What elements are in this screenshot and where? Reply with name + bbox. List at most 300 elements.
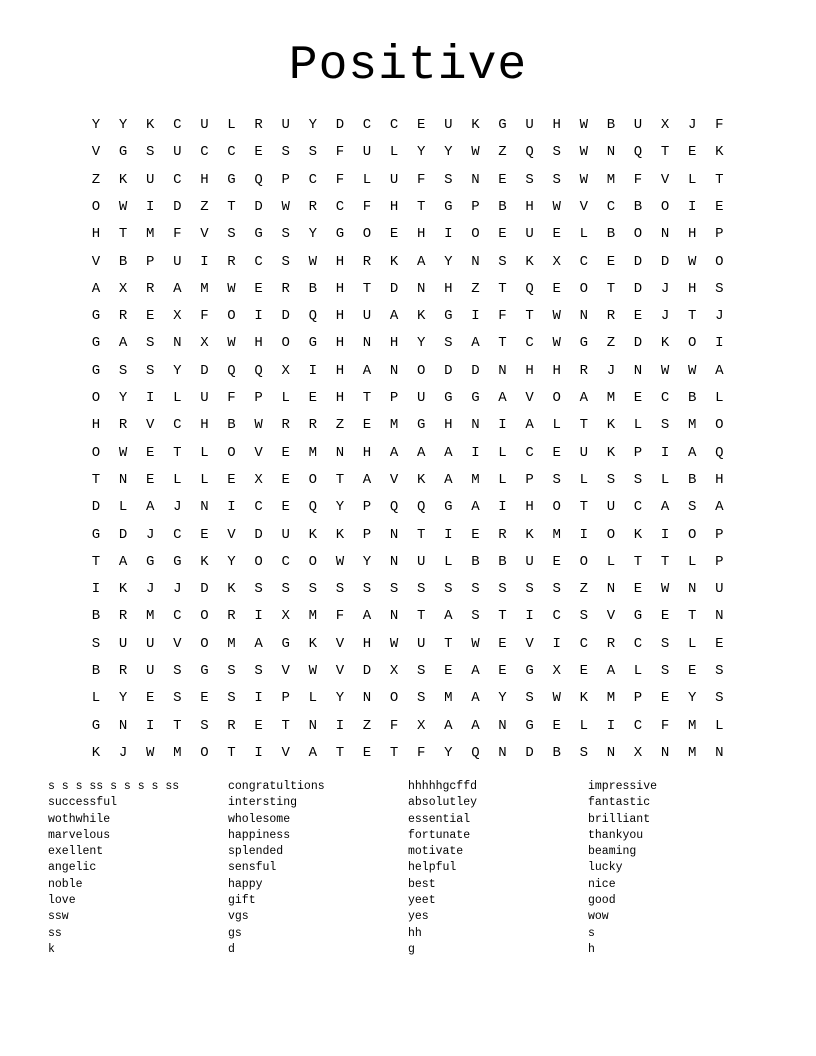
grid-letter: M [606, 390, 616, 406]
word-item: congratultions [228, 780, 325, 793]
grid-letter: W [552, 690, 561, 707]
grid-letter: L [633, 663, 643, 679]
grid-letter: O [308, 471, 317, 488]
grid-letter: G [444, 390, 453, 406]
grid-letter: W [660, 362, 670, 379]
grid-letter: U [444, 117, 453, 133]
grid-letter: W [118, 444, 128, 461]
grid-letter: D [633, 335, 643, 352]
grid-letter: A [715, 362, 724, 379]
grid-letter: T [579, 499, 588, 516]
grid-letter: S [227, 663, 236, 679]
grid-letter: N [471, 253, 480, 270]
grid-letter: C [308, 171, 317, 188]
grid-letter: A [660, 499, 670, 516]
grid-letter: N [687, 581, 697, 598]
grid-letter: U [173, 253, 182, 270]
grid-letter: O [200, 608, 209, 625]
grid-letter: H [335, 253, 345, 270]
grid-letter: L [579, 471, 588, 488]
grid-letter: N [715, 744, 724, 761]
grid-letter: Y [444, 744, 453, 761]
word-item: d [228, 942, 235, 956]
grid-letter: T [579, 417, 588, 434]
grid-letter: E [633, 308, 643, 325]
grid-letter: S [389, 581, 399, 598]
grid-letter: V [579, 198, 588, 215]
grid-letter: S [227, 226, 236, 243]
grid-letter: N [173, 335, 182, 352]
word-item: h [588, 942, 595, 956]
grid-letter: A [606, 663, 616, 679]
grid-letter: T [525, 308, 534, 325]
grid-letter: V [254, 444, 263, 461]
grid-letter: T [633, 553, 643, 570]
grid-letter: L [444, 553, 453, 570]
grid-letter: T [362, 280, 372, 297]
grid-letter: F [633, 171, 643, 188]
grid-letter: J [145, 526, 155, 543]
grid-letter: Z [579, 581, 588, 598]
grid-letter: E [498, 635, 507, 652]
grid-letter: G [173, 553, 182, 570]
grid-letter: I [254, 608, 263, 625]
grid-letter: M [145, 608, 155, 625]
grid-letter: K [606, 444, 616, 461]
grid-letter: O [660, 198, 670, 215]
grid-letter: A [362, 608, 372, 625]
grid-letter: C [173, 608, 182, 625]
grid-letter: A [579, 390, 588, 406]
grid-letter: X [552, 663, 561, 679]
grid-letter: G [525, 663, 534, 679]
grid-letter: I [687, 198, 697, 215]
grid-letter: E [227, 471, 236, 488]
grid-letter: M [687, 744, 697, 761]
grid-letter: G [227, 171, 236, 188]
grid-letter: Y [118, 390, 128, 406]
grid-letter: H [525, 362, 534, 379]
grid-letter: I [552, 635, 561, 652]
grid-letter: C [633, 717, 643, 734]
grid-letter: H [389, 198, 399, 215]
grid-letter: I [145, 198, 155, 215]
grid-letter: Y [308, 117, 317, 133]
word-item: gs [228, 926, 242, 940]
grid-letter: S [579, 744, 588, 761]
grid-letter: W [552, 335, 561, 352]
grid-letter: N [606, 581, 616, 598]
grid-letter: D [633, 280, 643, 297]
grid-letter: F [715, 117, 724, 133]
grid-letter: D [362, 663, 372, 679]
grid-letter: S [715, 663, 724, 679]
grid-letter: Z [471, 280, 480, 297]
grid-letter: G [335, 226, 345, 243]
grid-letter: R [227, 253, 236, 270]
grid-letter: A [687, 444, 697, 461]
grid-letter: S [200, 717, 209, 734]
grid-letter: B [552, 744, 561, 761]
grid-letter: V [389, 471, 399, 488]
word-item: fantastic [588, 796, 651, 810]
grid-letter: C [335, 198, 345, 215]
grid-letter: J [118, 744, 128, 761]
grid-letter: L [389, 144, 399, 161]
grid-letter: V [173, 635, 182, 652]
word-item: essential [408, 812, 471, 826]
grid-letter: O [579, 553, 588, 570]
grid-letter: K [308, 635, 317, 652]
grid-letter: W [281, 198, 290, 215]
grid-letter: U [200, 390, 209, 406]
grid-letter: M [606, 171, 616, 188]
grid-letter: D [281, 308, 290, 325]
grid-letter: O [552, 499, 561, 516]
grid-letter: K [200, 553, 209, 570]
grid-letter: F [416, 171, 426, 188]
grid-letter: M [173, 744, 182, 761]
grid-letter: T [227, 744, 236, 761]
grid-letter: H [200, 171, 209, 188]
grid-letter: L [91, 690, 101, 707]
grid-letter: E [715, 635, 724, 652]
grid-letter: N [389, 526, 399, 543]
grid-letter: I [308, 362, 317, 379]
grid-letter: O [227, 444, 236, 461]
grid-letter: X [200, 335, 209, 352]
grid-letter: K [525, 253, 534, 270]
grid-letter: N [633, 362, 643, 379]
word-item: sensful [228, 861, 277, 875]
grid-letter: D [389, 280, 399, 297]
grid-letter: V [227, 526, 236, 543]
grid-letter: A [173, 280, 182, 297]
grid-letter: Y [498, 690, 507, 707]
grid-letter: J [715, 308, 724, 325]
grid-letter: S [91, 635, 101, 652]
grid-letter: B [118, 253, 128, 270]
grid-letter: A [498, 390, 507, 406]
grid-letter: S [660, 635, 670, 652]
grid-letter: U [416, 553, 426, 570]
grid-letter: E [498, 171, 507, 188]
grid-letter: H [200, 417, 209, 434]
grid-letter: Q [308, 499, 317, 516]
grid-letter: Y [416, 335, 426, 352]
grid-letter: H [444, 280, 453, 297]
grid-letter: H [525, 198, 534, 215]
grid-letter: H [335, 335, 345, 352]
grid-letter: Q [227, 362, 236, 379]
grid-letter: S [308, 581, 317, 598]
grid-letter: S [633, 471, 643, 488]
grid-letter: O [227, 308, 236, 325]
word-item: thankyou [588, 828, 644, 842]
grid-letter: Y [91, 117, 101, 133]
grid-letter: E [281, 471, 290, 488]
word-item: best [408, 877, 436, 891]
grid-letter: E [254, 144, 263, 161]
grid-letter: N [389, 553, 399, 570]
grid-letter: P [715, 526, 724, 543]
grid-letter: T [498, 280, 507, 297]
grid-letter: S [145, 335, 155, 352]
grid-letter: C [633, 499, 643, 516]
grid-letter: L [715, 717, 724, 734]
grid-letter: E [498, 663, 507, 679]
word-item: intersting [228, 796, 298, 810]
grid-letter: D [118, 526, 128, 543]
grid-letter: D [91, 499, 101, 516]
grid-letter: N [362, 690, 372, 707]
word-item: good [588, 894, 616, 908]
grid-letter: G [91, 717, 101, 734]
grid-letter: S [715, 280, 724, 297]
grid-letter: K [145, 117, 155, 133]
grid-letter: S [335, 581, 345, 598]
grid-letter: B [633, 198, 643, 215]
grid-letter: S [254, 581, 263, 598]
grid-letter: U [579, 444, 588, 461]
grid-letter: E [145, 690, 155, 707]
grid-letter: J [145, 581, 155, 598]
grid-letter: V [91, 144, 101, 161]
grid-letter: W [687, 253, 697, 270]
grid-letter: V [525, 390, 534, 406]
grid-letter: W [227, 335, 236, 352]
grid-letter: H [91, 417, 101, 434]
grid-letter: O [200, 744, 209, 761]
grid-letter: Q [389, 499, 399, 516]
grid-letter: W [579, 144, 588, 161]
grid-letter: P [254, 390, 263, 406]
grid-letter: L [200, 444, 209, 461]
grid-letter: U [173, 144, 182, 161]
grid-letter: S [362, 581, 372, 598]
grid-letter: X [281, 608, 290, 625]
grid-letter: A [471, 690, 480, 707]
grid-letter: K [335, 526, 345, 543]
grid-letter: G [444, 499, 453, 516]
grid-letter: U [389, 171, 399, 188]
grid-letter: L [687, 635, 697, 652]
grid-letter: B [687, 471, 697, 488]
grid-letter: B [91, 608, 101, 625]
grid-letter: C [254, 253, 263, 270]
word-item: yeet [408, 894, 436, 908]
grid-letter: G [145, 553, 155, 570]
grid-letter: T [606, 280, 616, 297]
word-column [228, 779, 398, 958]
grid-letter: N [118, 471, 128, 488]
grid-letter: L [118, 499, 128, 516]
grid-letter: H [389, 335, 399, 352]
grid-letter: Y [335, 499, 345, 516]
grid-letter: P [471, 198, 480, 215]
grid-letter: T [416, 526, 426, 543]
grid-letter: K [416, 308, 426, 325]
grid-letter: E [687, 144, 697, 161]
grid-letter: E [552, 280, 561, 297]
grid-letter: D [200, 362, 209, 379]
grid-letter: I [525, 608, 534, 625]
grid-letter: U [145, 171, 155, 188]
grid-letter: M [471, 471, 480, 488]
grid-letter: S [145, 362, 155, 379]
grid-letter: C [281, 553, 290, 570]
grid-letter: T [416, 198, 426, 215]
grid-letter: X [281, 362, 290, 379]
grid-letter: Z [200, 198, 209, 215]
grid-letter: L [579, 717, 588, 734]
grid-letter: U [416, 635, 426, 652]
grid-letter: L [579, 226, 588, 243]
grid-letter: Z [335, 417, 345, 434]
grid-letter: O [579, 280, 588, 297]
grid-letter: C [173, 526, 182, 543]
grid-letter: R [227, 608, 236, 625]
grid-letter: B [227, 417, 236, 434]
grid-letter: I [254, 744, 263, 761]
grid-letter: C [606, 198, 616, 215]
grid-letter: B [498, 198, 507, 215]
grid-letter: P [362, 526, 372, 543]
grid-letter: N [335, 444, 345, 461]
word-item: wholesome [228, 812, 291, 826]
grid-letter: S [281, 581, 290, 598]
grid-letter: M [552, 526, 561, 543]
grid-letter: V [281, 663, 290, 679]
grid-letter: S [281, 253, 290, 270]
grid-letter: W [660, 581, 670, 598]
grid-letter: C [173, 417, 182, 434]
grid-letter: G [308, 335, 317, 352]
word-item: hh [408, 926, 422, 940]
grid-letter: R [254, 117, 263, 133]
grid-letter: D [633, 253, 643, 270]
word-item: successful [48, 796, 118, 810]
grid-letter: H [362, 444, 372, 461]
grid-letter: T [227, 198, 236, 215]
grid-letter: W [335, 553, 345, 570]
grid-letter: C [200, 144, 209, 161]
grid-letter: Q [308, 308, 317, 325]
grid-letter: B [687, 390, 697, 406]
grid-letter: X [173, 308, 182, 325]
grid-letter: O [633, 226, 643, 243]
grid-letter: S [498, 581, 507, 598]
grid-letter: R [118, 608, 128, 625]
grid-letter: B [498, 553, 507, 570]
grid-letter: O [91, 390, 101, 406]
grid-letter: N [389, 608, 399, 625]
grid-letter: E [444, 663, 453, 679]
grid-letter: A [471, 717, 480, 734]
grid-letter: S [579, 608, 588, 625]
grid-letter: S [444, 335, 453, 352]
grid-letter: S [687, 499, 697, 516]
grid-letter: E [362, 744, 372, 761]
grid-letter: P [362, 499, 372, 516]
grid-letter: Y [308, 226, 317, 243]
word-item: motivate [408, 845, 464, 859]
grid-letter: D [444, 362, 453, 379]
grid-letter: W [254, 417, 263, 434]
grid-letter: G [525, 717, 534, 734]
grid-letter: C [525, 444, 534, 461]
word-item: nice [588, 877, 616, 891]
grid-letter: E [145, 471, 155, 488]
grid-letter: V [281, 744, 290, 761]
word-item: absolutley [408, 796, 478, 810]
grid-letter: A [308, 744, 317, 761]
grid-letter: N [498, 362, 507, 379]
grid-letter: G [281, 635, 290, 652]
grid-letter: F [200, 308, 209, 325]
grid-letter: W [552, 308, 561, 325]
grid-letter: E [552, 717, 561, 734]
grid-letter: E [254, 280, 263, 297]
grid-letter: R [227, 717, 236, 734]
word-item: noble [48, 877, 83, 891]
grid-letter: T [444, 635, 453, 652]
grid-letter: Y [335, 690, 345, 707]
grid-letter: U [633, 117, 643, 133]
grid-letter: S [552, 171, 561, 188]
grid-letter: T [498, 335, 507, 352]
grid-letter: U [606, 499, 616, 516]
grid-letter: Y [227, 553, 236, 570]
grid-letter: L [227, 117, 236, 133]
grid-letter: I [200, 253, 209, 270]
grid-letter: W [308, 253, 317, 270]
grid-letter: K [471, 117, 480, 133]
grid-letter: K [91, 744, 101, 761]
grid-letter: A [471, 499, 480, 516]
grid-letter: O [91, 198, 101, 215]
grid-letter: M [227, 635, 236, 652]
grid-letter: H [552, 362, 561, 379]
grid-letter: R [579, 362, 588, 379]
grid-letter: N [606, 144, 616, 161]
word-item: love [48, 894, 76, 908]
grid-letter: Z [498, 144, 507, 161]
grid-letter: X [389, 663, 399, 679]
grid-letter: U [715, 581, 724, 598]
grid-letter: U [200, 117, 209, 133]
grid-letter: L [200, 471, 209, 488]
grid-letter: D [254, 198, 263, 215]
grid-letter: E [389, 226, 399, 243]
grid-letter: G [498, 117, 507, 133]
grid-letter: N [660, 226, 670, 243]
grid-letter: L [173, 471, 182, 488]
grid-letter: Y [118, 117, 128, 133]
grid-letter: H [416, 226, 426, 243]
grid-letter: S [660, 417, 670, 434]
grid-letter: A [254, 635, 263, 652]
grid-letter: T [118, 226, 128, 243]
grid-letter: I [498, 417, 507, 434]
grid-letter: I [715, 335, 724, 352]
grid-letter: I [444, 226, 453, 243]
grid-letter: F [335, 608, 345, 625]
grid-letter: B [471, 553, 480, 570]
grid-letter: I [91, 581, 101, 598]
grid-letter: K [118, 581, 128, 598]
grid-letter: F [173, 226, 182, 243]
